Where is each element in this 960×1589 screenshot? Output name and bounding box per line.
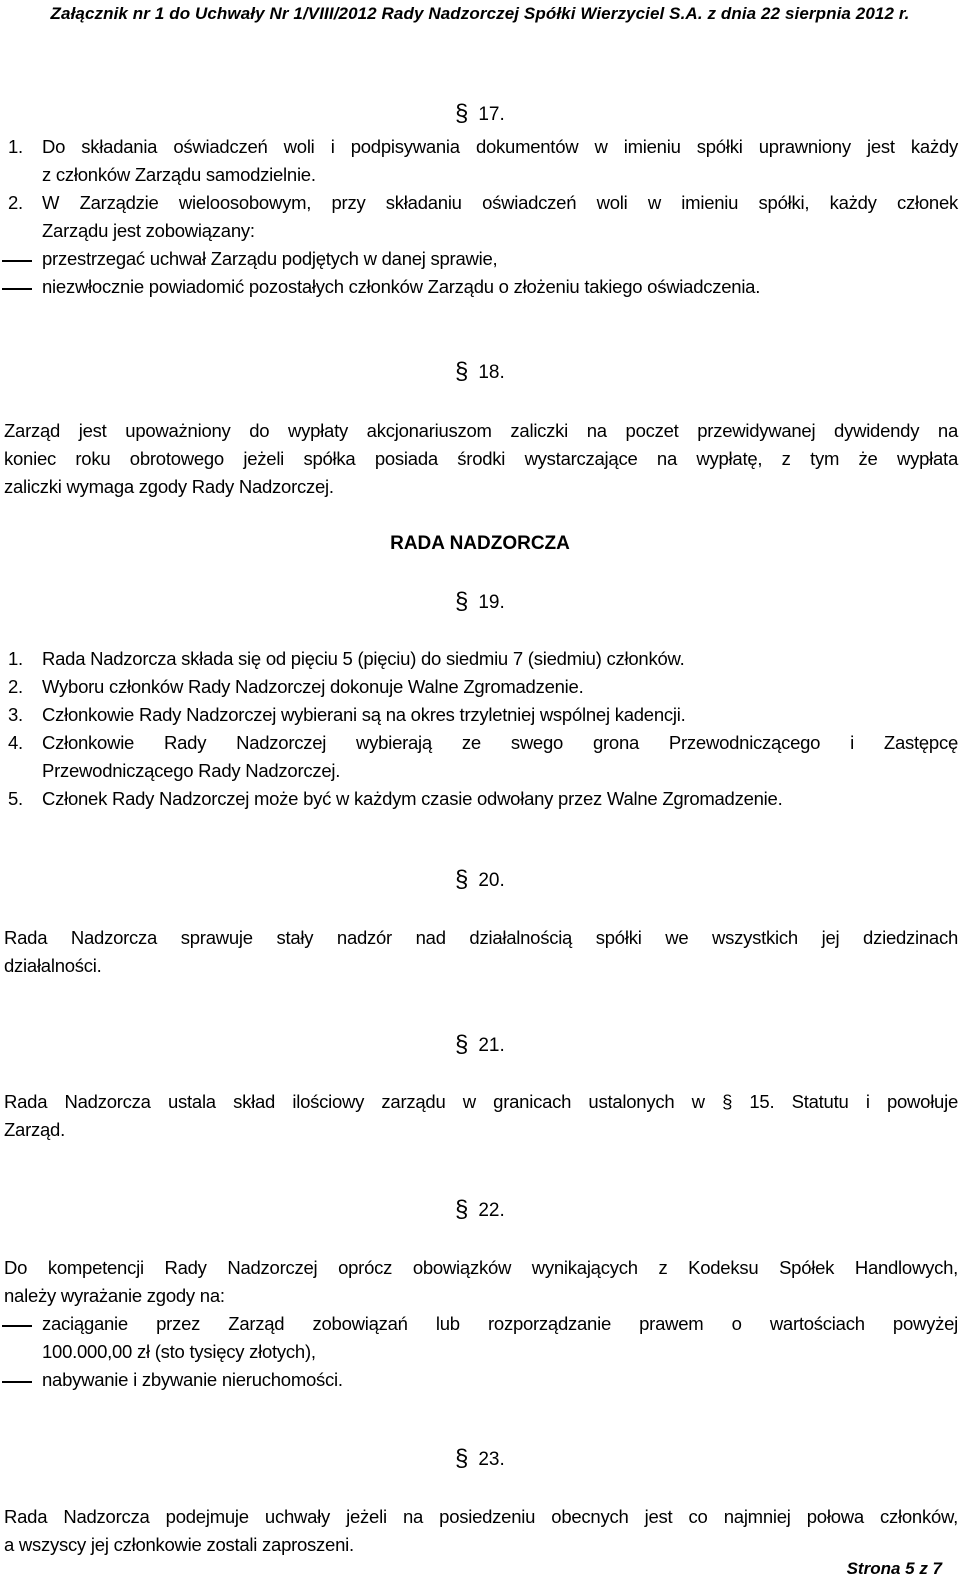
item-number: 2.	[8, 192, 23, 213]
section-19-heading	[455, 588, 515, 617]
section-23-heading	[455, 1445, 515, 1474]
item-text-line: W Zarządzie wieloosobowym, przy składaniu oświadczeń woli w imieniu spółki, każdy członek	[42, 192, 958, 213]
paragraph-line: należy wyrażanie zgody na:	[4, 1285, 225, 1306]
paragraph-line: Zarząd jest upoważniony do wypłaty akcjonariuszom zaliczki na poczet przewidywanej dywidendy na	[4, 420, 958, 441]
section-21-heading	[455, 1031, 515, 1060]
dash-bullet	[2, 1325, 32, 1327]
paragraph-line: Rada Nadzorcza podejmuje uchwały jeżeli na posiedzeniu obecnych jest co najmniej połowa członków,	[4, 1506, 958, 1527]
item-number: 5.	[8, 788, 23, 809]
dash-list-item	[0, 273, 958, 301]
dash-item-text: przestrzegać uchwał Zarządu podjętych w danej sprawie,	[42, 248, 498, 269]
paragraph-line: Do kompetencji Rady Nadzorczej oprócz obowiązków wynikających z Kodeksu Spółek Handlowych,	[4, 1257, 958, 1278]
chapter-heading: RADA NADZORCZA	[390, 533, 570, 554]
section-symbol: §	[455, 100, 469, 127]
section-symbol: §	[455, 866, 469, 893]
item-number: 3.	[8, 704, 23, 725]
item-number: 1.	[8, 648, 23, 669]
item-text-line: Wyboru członków Rady Nadzorczej dokonuje Walne Zgromadzenie.	[42, 676, 584, 697]
section-number: 20.	[478, 870, 505, 891]
dash-bullet	[2, 260, 32, 262]
paragraph-line: zaliczki wymaga zgody Rady Nadzorczej.	[4, 476, 334, 497]
dash-bullet	[2, 288, 32, 290]
section-19-item-5	[8, 785, 958, 813]
dash-list-item	[0, 1310, 958, 1366]
section-number: 18.	[478, 362, 505, 383]
section-20-heading	[455, 866, 515, 895]
item-text-line: Do składania oświadczeń woli i podpisywania dokumentów w imieniu spółki uprawniony jest każdy	[42, 136, 958, 157]
paragraph-line: a wszyscy jej członkowie zostali zaproszeni.	[4, 1534, 354, 1555]
paragraph-line: koniec roku obrotowego jeżeli spółka posiada środki wystarczające na wypłatę, z tym że wypłata	[4, 448, 958, 469]
page-footer: Strona 5 z 7	[846, 1559, 942, 1578]
paragraph-line: Rada Nadzorcza sprawuje stały nadzór nad działalnością spółki we wszystkich jej dziedzinach	[4, 927, 958, 948]
section-symbol: §	[455, 1445, 469, 1472]
section-symbol: §	[455, 358, 469, 385]
section-19-item-3	[8, 701, 958, 729]
dash-item-text: nabywanie i zbywanie nieruchomości.	[42, 1369, 343, 1390]
item-number: 1.	[8, 136, 23, 157]
section-19-item-4	[8, 729, 958, 785]
section-number: 21.	[478, 1035, 505, 1056]
dash-list-item	[0, 245, 958, 273]
section-17-item-2	[8, 189, 958, 245]
section-18-heading	[455, 358, 515, 387]
section-symbol: §	[455, 1031, 469, 1058]
page-header: Załącznik nr 1 do Uchwały Nr 1/VIII/2012 Rady Nadzorczej Spółki Wierzyciel S.A. z dnia 22 sierpnia 2012 r.	[50, 4, 910, 23]
section-22-heading	[455, 1196, 515, 1225]
item-text-line: Członek Rady Nadzorczej może być w każdym czasie odwołany przez Walne Zgromadzenie.	[42, 788, 783, 809]
paragraph-line: Rada Nadzorcza ustala skład ilościowy zarządu w granicach ustalonych w § 15. Statutu i powołuje	[4, 1091, 958, 1112]
item-text-line: Rada Nadzorcza składa się od pięciu 5 (pięciu) do siedmiu 7 (siedmiu) członków.	[42, 648, 685, 669]
section-number: 22.	[478, 1200, 505, 1221]
item-text-line: Członkowie Rady Nadzorczej wybierają ze swego grona Przewodniczącego i Zastępcę	[42, 732, 958, 753]
item-text-line: z członków Zarządu samodzielnie.	[42, 164, 316, 185]
section-number: 17.	[478, 104, 505, 125]
dash-item-text: niezwłocznie powiadomić pozostałych członków Zarządu o złożeniu takiego oświadczenia.	[42, 276, 761, 297]
section-number: 19.	[478, 592, 505, 613]
section-symbol: §	[455, 588, 469, 615]
paragraph-line: działalności.	[4, 955, 102, 976]
section-17-item-1	[8, 133, 958, 189]
item-text-line: Przewodniczącego Rady Nadzorczej.	[42, 760, 341, 781]
section-19-item-1	[8, 645, 958, 673]
paragraph-line: Zarząd.	[4, 1119, 65, 1140]
item-text-line: Zarządu jest zobowiązany:	[42, 220, 255, 241]
dash-bullet	[2, 1381, 32, 1383]
section-17-heading	[455, 100, 515, 129]
dash-list-item	[0, 1366, 958, 1394]
dash-item-text: zaciąganie przez Zarząd zobowiązań lub rozporządzanie prawem o wartościach powyżej	[42, 1313, 958, 1334]
section-number: 23.	[478, 1449, 505, 1470]
dash-item-text: 100.000,00 zł (sto tysięcy złotych),	[42, 1341, 316, 1362]
item-text-line: Członkowie Rady Nadzorczej wybierani są na okres trzyletniej wspólnej kadencji.	[42, 704, 686, 725]
section-symbol: §	[455, 1196, 469, 1223]
item-number: 4.	[8, 732, 23, 753]
item-number: 2.	[8, 676, 23, 697]
section-19-item-2	[8, 673, 958, 701]
